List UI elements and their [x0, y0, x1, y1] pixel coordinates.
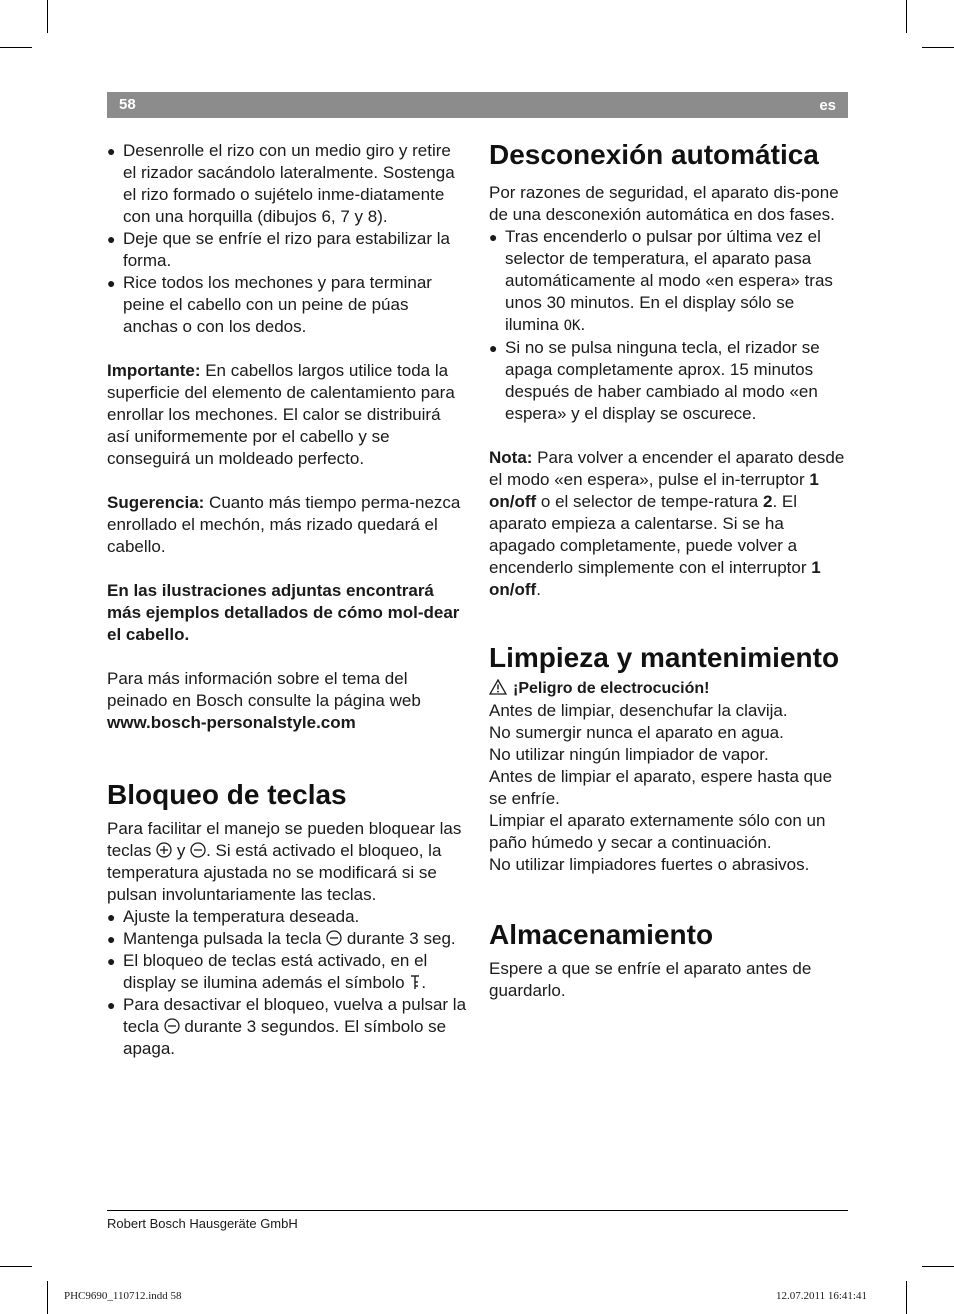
step-text: Para desactivar el bloqueo, vuelva a pulsar la tecla [123, 995, 467, 1036]
crop-mark [922, 1266, 954, 1267]
storage-heading: Almacenamiento [489, 919, 714, 950]
storage-text: Espere a que se enfríe el aparato antes de guardarlo. [489, 959, 812, 1000]
key-icon [409, 974, 421, 990]
bullet-text: Tras encenderlo o pulsar por última vez el selector de temperatura, el aparato pasa automáticamente al modo «en espera» tras unos 30 minutos. En el display sólo se ilumina [505, 227, 833, 334]
crop-mark [922, 47, 954, 48]
list-item [107, 950, 467, 994]
tip-text: Cuanto más tiempo perma-nezca enrollado el mechón, más rizado quedará el cabello. [107, 493, 461, 556]
list-item: ● Si no se pulsa ninguna tecla, el rizador se apaga completamente aprox. 15 minutos después de haber cambiado al modo «en espera» y el display se oscurece. [489, 337, 851, 425]
step-text: Mantenga pulsada la tecla [123, 929, 327, 948]
left-column [107, 140, 467, 1060]
tip-label: Sugerencia: [107, 493, 205, 512]
note-text: . [536, 580, 541, 599]
file-slug: PHC9690_110712.indd 58 [64, 1290, 182, 1302]
note-paragraph [489, 447, 851, 601]
cleaning-line: No utilizar limpiadores fuertes o abrasivos. [489, 855, 810, 874]
curl-instructions-list [107, 140, 467, 338]
language-code: es [819, 97, 836, 114]
page-header-bar [107, 92, 848, 118]
crop-mark [906, 0, 907, 33]
plus-circle-icon [156, 842, 172, 858]
crop-mark [47, 1281, 48, 1314]
cleaning-line: Antes de limpiar, desenchufar la clavija. [489, 701, 788, 720]
keylock-intro-text: Para facilitar el manejo se pueden bloquear las teclas [107, 819, 462, 860]
important-paragraph [107, 360, 467, 470]
minus-circle-icon [326, 930, 342, 946]
autooff-intro: Por razones de seguridad, el aparato dis-pone de una desconexión automática en dos fases. [489, 183, 839, 224]
important-text: En cabellos largos utilice toda la superficie del elemento de calentamiento para enrollar los mechones. El calor se distribuirá así uniformemente por el cabello y se conseguirá un moldeado perfecto. [107, 361, 455, 468]
keylock-intro-text: . Si está activado el bloqueo, la temperatura ajustada no se modificará si se pulsan involuntariamente las teclas. [107, 841, 442, 904]
cleaning-line: Antes de limpiar el aparato, espere hasta que se enfríe. [489, 767, 833, 808]
footer-company: Robert Bosch Hausgeräte GmbH [107, 1216, 298, 1231]
note-label: Nota: [489, 448, 533, 467]
autooff-heading: Desconexión automática [489, 139, 819, 170]
print-timestamp: 12.07.2011 16:41:41 [776, 1290, 867, 1302]
ok-display-symbol: OK [563, 318, 581, 334]
keylock-intro [107, 818, 467, 906]
danger-warning [489, 677, 851, 700]
danger-label: ¡Peligro de electrocución! [513, 680, 710, 697]
note-selector: 2 [762, 492, 773, 511]
list-item: ● Desenrolle el rizo con un medio giro y retire el rizador sacándolo lateralmente. Sostenga el rizo formado o sujételo inme-diatamente con una horquilla (dibujos 6, 7 y 8). [107, 140, 467, 228]
step-text: durante 3 segundos. El símbolo se apaga. [123, 1017, 447, 1058]
step-text: El bloqueo de teclas está activado, en el display se ilumina además el símbolo [123, 951, 428, 992]
crop-mark [0, 1266, 32, 1267]
list-item: ● Rice todos los mechones y para terminar peine el cabello con un peine de púas anchas o con los dedos. [107, 272, 467, 338]
crop-mark [0, 47, 32, 48]
note-switch: 1 on/off [489, 558, 821, 599]
step-text: . [421, 973, 427, 992]
cleaning-heading: Limpieza y mantenimiento [489, 642, 840, 673]
warning-triangle-icon [489, 679, 507, 695]
illustrations-note: En las ilustraciones adjuntas encontrará más ejemplos detallados de cómo mol-dear el cabello. [107, 581, 460, 644]
important-label: Importante: [107, 361, 201, 380]
cleaning-line: Limpiar el aparato externamente sólo con un paño húmedo y secar a continuación. [489, 811, 826, 852]
crop-mark [906, 1281, 907, 1314]
page-number: 58 [119, 96, 136, 113]
more-info-text: Para más información sobre el tema del peinado en Bosch consulte la página web [107, 669, 421, 710]
bullet-text: . [580, 315, 586, 334]
tip-paragraph [107, 492, 467, 558]
right-column [489, 140, 851, 1002]
footer-divider [107, 1210, 848, 1211]
cleaning-line: No sumergir nunca el aparato en agua. [489, 723, 784, 742]
minus-circle-icon [164, 1018, 180, 1034]
list-item [489, 226, 851, 337]
note-text: Para volver a encender el aparato desde el modo «en espera», pulse el in-terruptor [489, 448, 845, 489]
keylock-heading: Bloqueo de teclas [107, 779, 347, 810]
minus-circle-icon [190, 842, 206, 858]
note-text: o el selector de tempe-ratura [536, 492, 763, 511]
step-text: durante 3 seg. [342, 929, 456, 948]
list-item: ● Ajuste la temperatura deseada. [107, 906, 467, 928]
keylock-intro-text: y [172, 841, 191, 860]
keylock-steps-list [107, 906, 467, 1060]
list-item [107, 928, 467, 950]
crop-mark [47, 0, 48, 33]
autooff-list [489, 226, 851, 425]
list-item [107, 994, 467, 1060]
note-switch: 1 on/off [489, 470, 819, 511]
note-text: . El aparato empieza a calentarse. Si se ha apagado completamente, puede volver a encenderlo simplemente con el interruptor [489, 492, 812, 577]
list-item: ● Deje que se enfríe el rizo para estabilizar la forma. [107, 228, 467, 272]
website-link[interactable]: www.bosch-personalstyle.com [107, 713, 356, 732]
cleaning-line: No utilizar ningún limpiador de vapor. [489, 745, 769, 764]
